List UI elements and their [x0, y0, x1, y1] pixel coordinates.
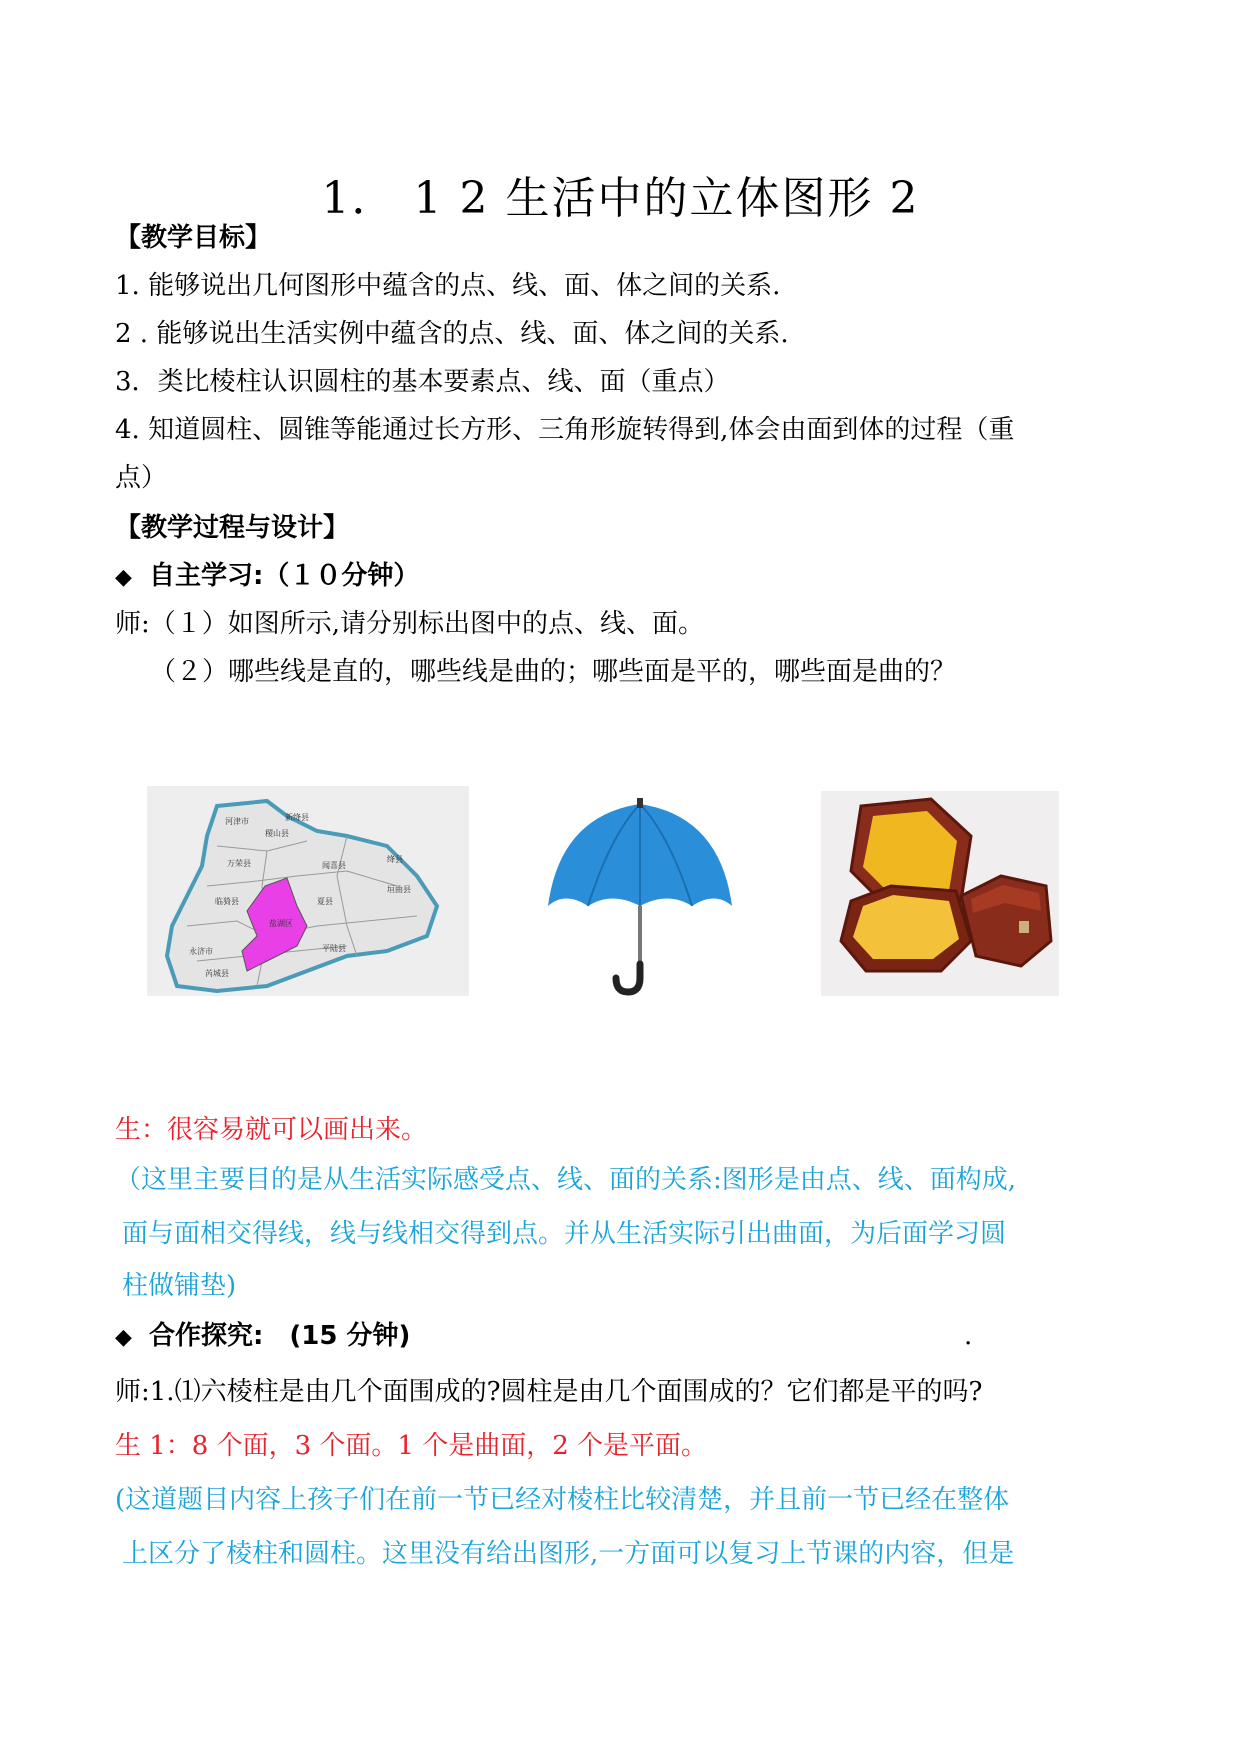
stray-period: .: [964, 1321, 973, 1351]
diamond-bullet-icon: ◆: [115, 1325, 132, 1350]
teacher-question: 师:1.⑴六棱柱是由几个面围成的?圆柱是由几个面围成的？它们都是平的吗?: [115, 1377, 983, 1407]
objective-item: 点）: [115, 463, 168, 493]
map-label: 绛县: [387, 855, 403, 864]
map-label: 河津市: [225, 817, 249, 826]
teacher-question: （２）哪些线是直的，哪些线是曲的；哪些面是平的，哪些面是曲的？: [150, 657, 957, 687]
map-label: 永济市: [189, 947, 213, 956]
section-heading-process: 【教学过程与设计】: [115, 513, 350, 543]
map-image: [147, 786, 469, 996]
diamond-bullet-icon: ◆: [115, 565, 132, 590]
part-title-text: 合作探究: (15 分钟): [149, 1321, 411, 1351]
objective-item: 4. 知道圆柱、圆锥等能通过长方形、三角形旋转得到,体会由面到体的过程（重: [115, 415, 1015, 445]
teacher-question: 师:（１）如图所示,请分别标出图中的点、线、面。: [115, 609, 705, 639]
teaching-note: (这道题目内容上孩子们在前一节已经对棱柱比较清楚，并且前一节已经在整体: [115, 1485, 1010, 1515]
teaching-note: 面与面相交得线，线与线相交得到点。并从生活实际引出曲面，为后面学习圆: [122, 1219, 1007, 1249]
objective-item: 1. 能够说出几何图形中蕴含的点、线、面、体之间的关系.: [115, 271, 781, 301]
map-label: 芮城县: [205, 969, 229, 978]
map-label: 万荣县: [227, 859, 251, 868]
map-label: 稷山县: [265, 829, 289, 838]
map-label: 临猗县: [215, 897, 239, 906]
objective-item: 2 . 能够说出生活实例中蕴含的点、线、面、体之间的关系.: [115, 319, 789, 349]
map-label: 盐湖区: [269, 919, 293, 928]
section-heading-objectives: 【教学目标】: [115, 223, 272, 253]
teaching-note: 上区分了棱柱和圆柱。这里没有给出图形,一方面可以复习上节课的内容，但是: [122, 1539, 1015, 1569]
objective-item: 3．类比棱柱认识圆柱的基本要素点、线、面（重点）: [115, 367, 730, 397]
map-label: 闻喜县: [322, 861, 346, 870]
page-title: 1． 1 2 生活中的立体图形 2: [321, 173, 920, 224]
map-label: 新绛县: [285, 813, 309, 822]
part-title-text: 自主学习:（１０分钟）: [149, 561, 420, 591]
teaching-note: （这里主要目的是从生活实际感受点、线、面的关系:图形是由点、线、面构成,: [115, 1165, 1017, 1195]
student-answer: 生：很容易就可以画出来。: [115, 1115, 428, 1145]
umbrella-image: [540, 796, 740, 996]
hexagon-box-image: [821, 791, 1059, 996]
teaching-note: 柱做铺垫): [122, 1271, 237, 1301]
student-answer: 生 1：8 个面，3 个面。1 个是曲面，2 个是平面。: [115, 1431, 708, 1461]
map-label: 垣曲县: [387, 885, 411, 894]
map-label: 平陆县: [322, 944, 346, 953]
map-label: 夏县: [317, 897, 333, 906]
part-title-self-study: [115, 558, 1135, 596]
